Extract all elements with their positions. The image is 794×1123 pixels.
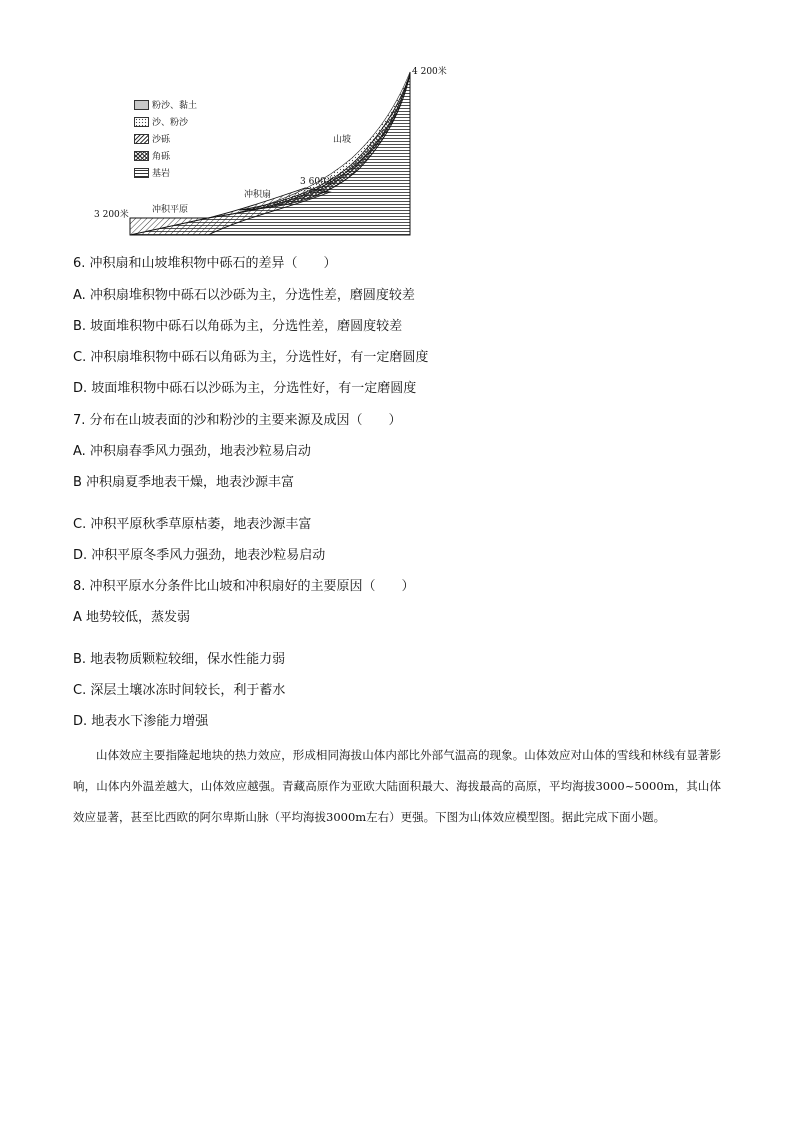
- question-7-option-c: C. 冲积平原秋季草原枯萎，地表沙源丰富: [73, 517, 312, 532]
- legend: [134, 96, 197, 181]
- question-8-stem: 8. 冲积平原水分条件比山坡和冲积扇好的主要原因（ ）: [73, 579, 415, 594]
- sandy-gravel-swatch-icon: [134, 134, 149, 144]
- legend-item: [134, 113, 197, 130]
- question-6-option-a: A. 冲积扇堆积物中砾石以沙砾为主，分选性差，磨圆度较差: [73, 288, 415, 303]
- legend-label: 角砾: [152, 152, 171, 162]
- legend-item: [134, 147, 197, 164]
- question-8-option-d: D. 地表水下渗能力增强: [73, 714, 209, 729]
- legend-item: [134, 164, 197, 181]
- question-6-option-c: C. 冲积扇堆积物中砾石以角砾为主，分选性好，有一定磨圆度: [73, 350, 429, 365]
- legend-label: 沙、粉沙: [152, 118, 189, 128]
- question-8-option-b: B. 地表物质颗粒较细，保水性能力弱: [73, 652, 286, 667]
- reading-passage: [73, 740, 721, 833]
- legend-label: 沙砾: [152, 135, 171, 145]
- question-7-option-b: B 冲积扇夏季地表干燥，地表沙源丰富: [73, 475, 295, 490]
- sand-silt-swatch-icon: [134, 117, 149, 127]
- question-8-option-c: C. 深层土壤冰冻时间较长，利于蓄水: [73, 683, 286, 698]
- question-6-option-b: B. 坡面堆积物中砾石以角砾为主，分选性差，磨圆度较差: [73, 319, 403, 334]
- legend-item: [134, 130, 197, 147]
- question-7-option-d: D. 冲积平原冬季风力强劲，地表沙粒易启动: [73, 548, 326, 563]
- question-6-stem: 6. 冲积扇和山坡堆积物中砾石的差异（ ）: [73, 256, 337, 271]
- question-8-option-a: A 地势较低，蒸发弱: [73, 610, 191, 625]
- bedrock-swatch-icon: [134, 168, 149, 178]
- slope-label: 山坡: [333, 135, 352, 145]
- silt-clay-swatch-icon: [134, 100, 149, 110]
- question-7-option-a: A. 冲积扇春季风力强劲，地表沙粒易启动: [73, 444, 311, 459]
- legend-label: 粉沙、黏土: [152, 101, 198, 111]
- elevation-base-label: 3 200米: [94, 210, 129, 220]
- fan-label: 冲积扇: [244, 190, 272, 200]
- legend-label: 基岩: [152, 169, 171, 179]
- elevation-mid-label: 3 600米: [300, 177, 335, 187]
- question-6-option-d: D. 坡面堆积物中砾石以沙砾为主，分选性好，有一定磨圆度: [73, 381, 417, 396]
- elevation-top-label: 4 200米: [412, 67, 447, 77]
- passage-text: 山体效应主要指隆起地块的热力效应，形成相同海拔山体内部比外部气温高的现象。山体效应对山体的雪线和林线有显著影响，山体内外温差越大，山体效应越强。青藏高原作为亚欧大陆面积最大、海拔最高的高原，平均海拔3000~5000m，其山体效应显著，甚至比西欧的阿尔卑斯山脉（平均海拔3000m左右）更强。下图为山体效应模型图。据此完成下面小题。: [73, 748, 721, 824]
- plain-label: 冲积平原: [152, 205, 189, 215]
- legend-item: [134, 96, 197, 113]
- angular-gravel-swatch-icon: [134, 151, 149, 161]
- question-7-stem: 7. 分布在山坡表面的沙和粉沙的主要来源及成因（ ）: [73, 413, 402, 428]
